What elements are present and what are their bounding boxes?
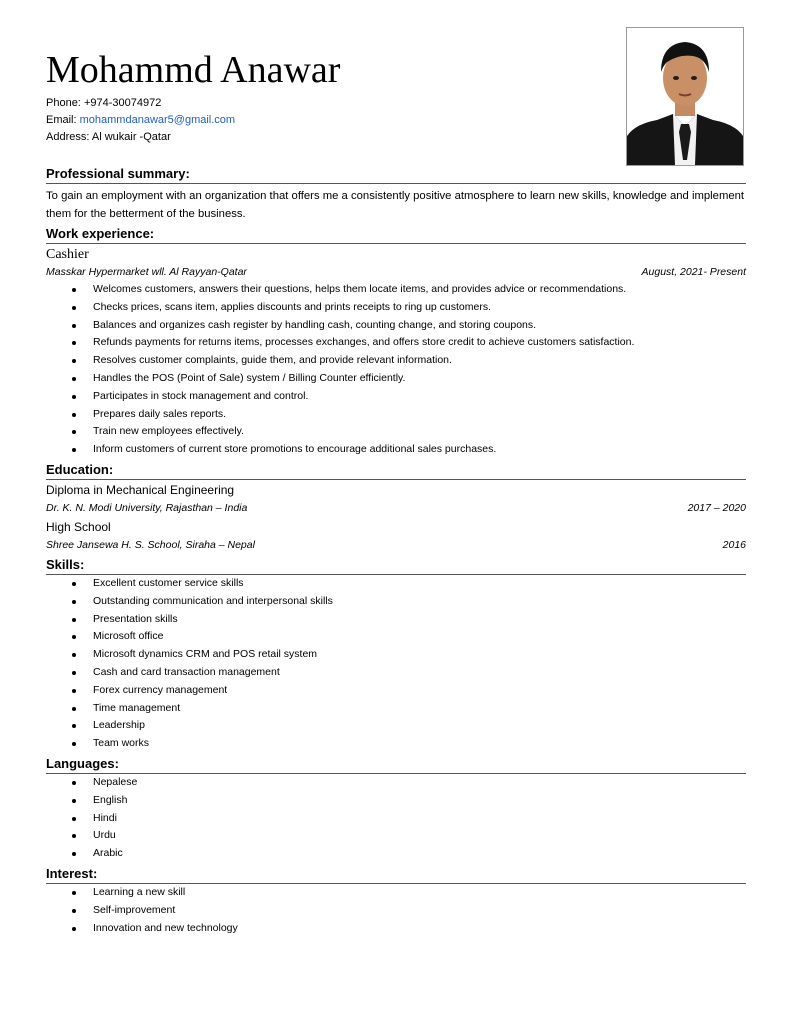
profile-photo-image <box>627 28 743 165</box>
education-meta-row <box>46 499 746 517</box>
education-section <box>46 459 746 554</box>
duties-list <box>46 281 746 459</box>
candidate-name: Mohammd Anawar <box>46 49 341 91</box>
profile-photo <box>626 27 744 166</box>
email-link[interactable]: mohammdanawar5@gmail.com <box>79 114 236 126</box>
list-item: Microsoft office <box>93 628 746 646</box>
list-item: Arabic <box>93 845 746 863</box>
list-item: Urdu <box>93 827 746 845</box>
education-dates: 2017 – 2020 <box>687 501 746 514</box>
interest-section <box>46 863 746 937</box>
interest-heading: Interest: <box>46 863 746 884</box>
email-label: Email: <box>46 114 77 126</box>
address-value: Al wukair -Qatar <box>91 131 171 143</box>
list-item: Team works <box>93 735 746 753</box>
list-item: Checks prices, scans item, applies discounts and prints receipts to ring up customers. <box>93 299 746 317</box>
degree-title: Diploma in Mechanical Engineering <box>46 482 235 497</box>
skills-section <box>46 554 746 753</box>
skills-list <box>46 575 746 753</box>
list-item: Train new employees effectively. <box>93 423 746 441</box>
languages-list <box>46 774 746 863</box>
languages-section <box>46 753 746 863</box>
degree-title: High School <box>46 519 111 534</box>
work-section <box>46 223 746 459</box>
list-item: Excellent customer service skills <box>93 575 746 593</box>
interest-list <box>46 884 746 937</box>
list-item: Hindi <box>93 810 746 828</box>
email-line <box>46 112 235 129</box>
phone-label: Phone: <box>46 97 81 109</box>
list-item: Handles the POS (Point of Sale) system / Billing Counter efficiently. <box>93 370 746 388</box>
education-dates: 2016 <box>722 538 746 551</box>
list-item: Forex currency management <box>93 682 746 700</box>
address-label: Address: <box>46 131 90 143</box>
list-item: Resolves customer complaints, guide them, and provide relevant information. <box>93 352 746 370</box>
list-item: Balances and organizes cash register by handling cash, counting change, and storing coupons. <box>93 317 746 335</box>
list-item: Time management <box>93 700 746 718</box>
list-item: Inform customers of current store promotions to encourage additional sales purchases. <box>93 441 746 459</box>
summary-text: To gain an employment with an organization that offers me a consistently positive atmosphere to learn new skills, knowledge and implement them for the betterment of the business. <box>46 190 745 220</box>
school-name: Shree Jansewa H. S. School, Siraha – Nepal <box>46 538 255 551</box>
list-item: Presentation skills <box>93 611 746 629</box>
job-dates: August, 2021- Present <box>641 266 746 278</box>
list-item: Self-improvement <box>93 902 746 920</box>
list-item: Outstanding communication and interpersonal skills <box>93 593 746 611</box>
phone-line <box>46 95 235 112</box>
job-title: Cashier <box>46 247 89 262</box>
contact-block <box>46 95 235 146</box>
skills-heading: Skills: <box>46 554 746 575</box>
summary-heading: Professional summary: <box>46 163 746 184</box>
education-heading: Education: <box>46 459 746 480</box>
list-item: Participates in stock management and control. <box>93 388 746 406</box>
list-item: Welcomes customers, answers their questions, helps them locate items, and provides advice or recommendations. <box>93 281 746 299</box>
list-item: Learning a new skill <box>93 884 746 902</box>
list-item: Microsoft dynamics CRM and POS retail system <box>93 646 746 664</box>
list-item: Innovation and new technology <box>93 920 746 938</box>
list-item: Refunds payments for returns items, processes exchanges, and offers store credit to achieve customers satisfaction. <box>93 334 746 352</box>
resume-content <box>46 163 746 937</box>
list-item: Nepalese <box>93 774 746 792</box>
summary-section <box>46 163 746 223</box>
work-heading: Work experience: <box>46 223 746 244</box>
company-name: Masskar Hypermarket wll. Al Rayyan-Qatar <box>46 266 247 278</box>
phone-value: +974-30074972 <box>83 97 162 109</box>
education-meta-row <box>46 536 746 554</box>
list-item: English <box>93 792 746 810</box>
school-name: Dr. K. N. Modi University, Rajasthan – India <box>46 501 248 514</box>
job-meta-row <box>46 263 746 281</box>
languages-heading: Languages: <box>46 753 746 774</box>
address-line <box>46 129 235 146</box>
list-item: Prepares daily sales reports. <box>93 406 746 424</box>
list-item: Cash and card transaction management <box>93 664 746 682</box>
list-item: Leadership <box>93 717 746 735</box>
